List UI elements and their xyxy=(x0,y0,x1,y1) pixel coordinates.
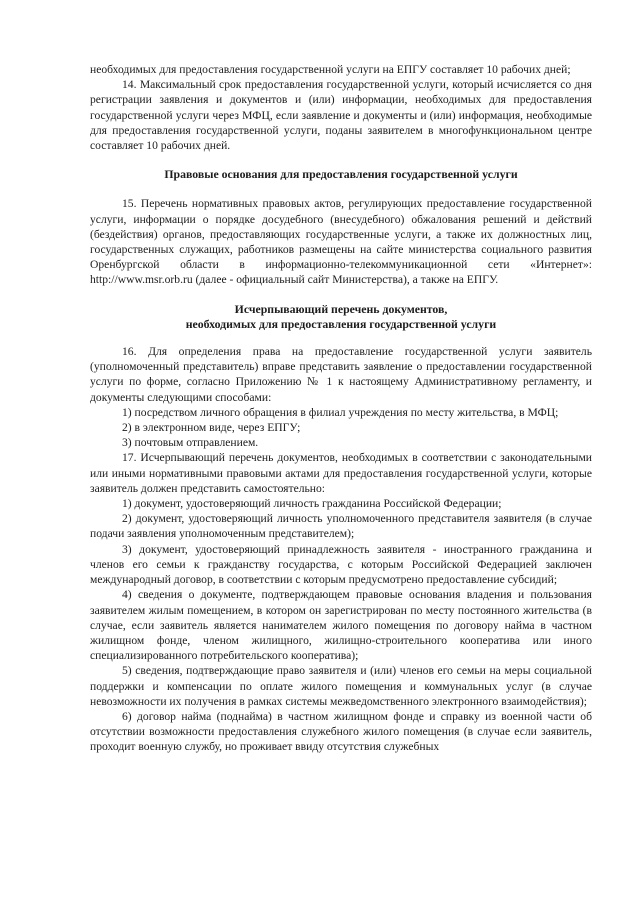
section-heading-line-2: необходимых для предоставления государственной услуги xyxy=(185,316,497,331)
section-heading-line-1: Исчерпывающий перечень документов, xyxy=(234,301,448,316)
paragraph-continuation: необходимых для предоставления государственной услуги на ЕПГУ составляет 10 рабочих дней; xyxy=(90,63,571,76)
list-item-17-4: 4) сведения о документе, подтверждающем правовые основания владения и пользования заявителем жилым помещением, в котором он зарегистрирован по месту постоянного жительства (в случае, если заявитель является нанимателем жилого помещения по договору найма в частном жилищном фонде, членом жилищного, жилищно-строительного кооператива или иного специализированного потребительского кооператива); xyxy=(90,588,592,663)
section-heading-documents xyxy=(90,302,592,332)
list-item-17-5: 5) сведения, подтверждающие право заявителя и (или) членов его семьи на меры социальной поддержки и компенсации по оплате жилого помещения и коммунальных услуг (в случае невозможности их получения в рамках системы межведомственного электронного взаимодействия); xyxy=(90,664,592,708)
list-item-17-2: 2) документ, удостоверяющий личность уполномоченного представителя заявителя (в случае подачи заявления уполномоченным представителем); xyxy=(90,512,592,541)
paragraph-15: 15. Перечень нормативных правовых актов, регулирующих предоставление государственной услуги, информации о порядке досудебного (внесудебного) обжалования решений и действий (бездействия) органов, предоставляющих государственные услуги, а также их должностных лиц, государственных служащих, работников размещены на сайте министерства социального развития Оренбургской области в информационно-телекоммуникационной сети «Интернет»: http://www.msr.orb.ru (далее - официальный сайт Министерства), а также на ЕПГУ. xyxy=(90,197,592,287)
list-item-16-1: 1) посредством личного обращения в филиал учреждения по месту жительства, в МФЦ; xyxy=(122,405,559,419)
paragraph-16: 16. Для определения права на предоставление государственной услуги заявитель (уполномоченный представитель) вправе представить заявление о предоставлении государственной услуги по форме, согласно Приложению № 1 к настоящему Административному регламенту, и документы следующими способами: xyxy=(90,345,592,404)
list-item-17-3: 3) документ, удостоверяющий принадлежность заявителя - иностранного гражданина и членов его семьи к гражданству государства, с которым Российской Федерацией заключен международный договор, в соответствии с которым предусмотрено предоставление субсидий; xyxy=(90,542,592,587)
list-item-17-1: 1) документ, удостоверяющий личность гражданина Российской Федерации; xyxy=(122,497,502,511)
paragraph-14: 14. Максимальный срок предоставления государственной услуги, который исчисляется со дня регистрации заявления и документов и (или) информации, необходимых для предоставления государственной услуги через МФЦ, если заявление и документы и (или) информация, необходимые для предоставления государственной услуги, поданы заявителем в многофункциональном центре составляет 10 рабочих дней. xyxy=(90,78,592,153)
list-item-16-2: 2) в электронном виде, через ЕПГУ; xyxy=(122,421,301,435)
paragraph-17: 17. Исчерпывающий перечень документов, необходимых в соответствии с законодательными или иными нормативными правовыми актами для предоставления государственной услуги, которые заявитель должен представить самостоятельно: xyxy=(90,451,592,495)
list-item-17-6: 6) договор найма (поднайма) в частном жилищном фонде и справку из военной части об отсутствии возможности предоставления служебного жилого помещения (в случае если заявитель, проходит военную службу, но проживает ввиду отсутствия служебных xyxy=(90,709,592,754)
list-item-16-3: 3) почтовым отправлением. xyxy=(122,436,259,450)
section-heading-legal-grounds: Правовые основания для предоставления государственной услуги xyxy=(164,167,518,182)
